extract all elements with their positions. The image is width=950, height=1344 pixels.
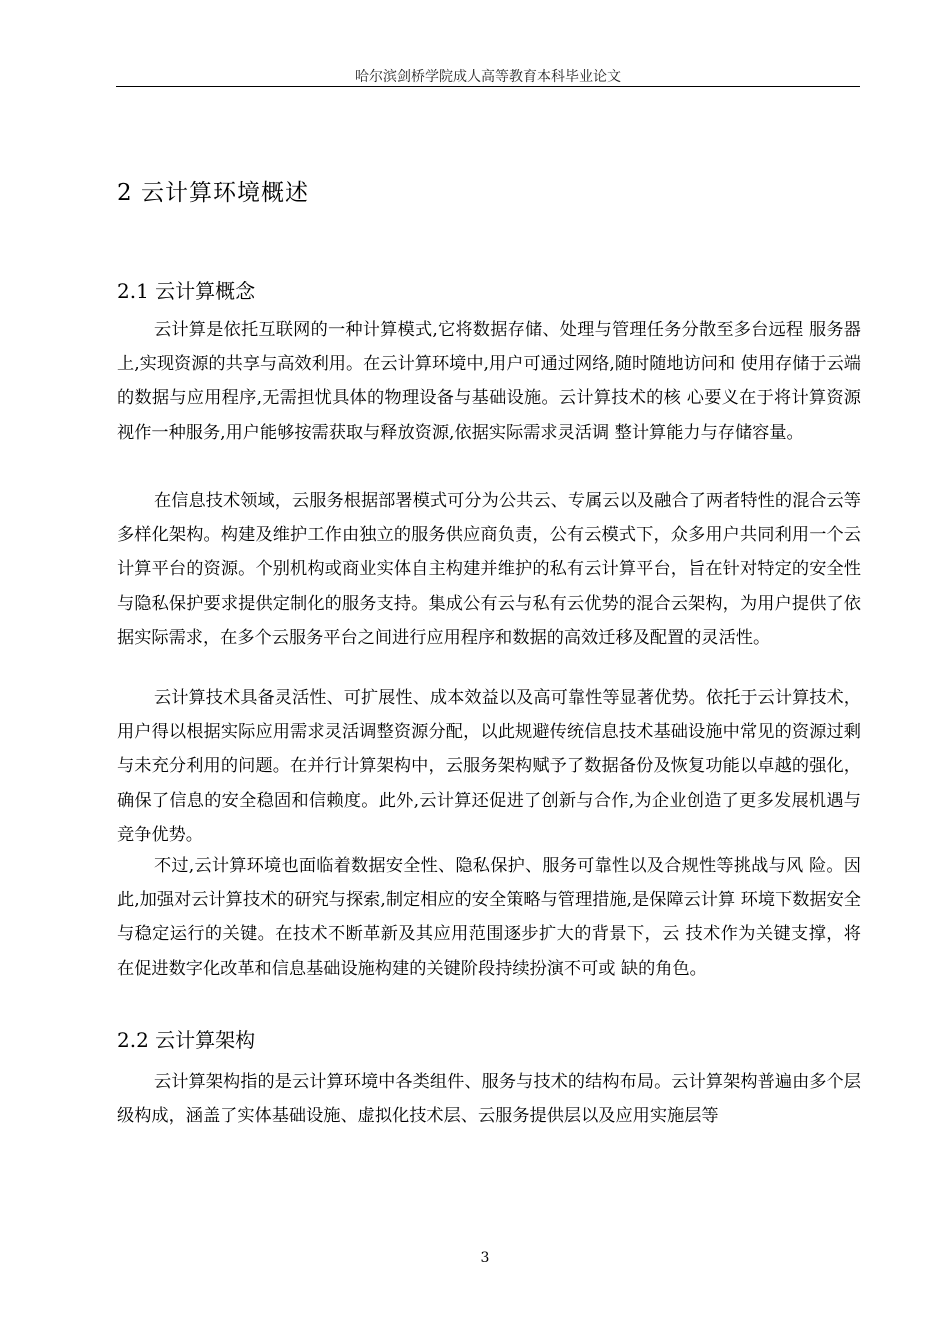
- paragraph: 云计算技术具备灵活性、可扩展性、成本效益以及高可靠性等显著优势。依托于云计算技术，用户得以根据实际应用需求灵活调整资源分配，以此规避传统信息技术基础设施中常见的资源过剩与未充分利用的问题。在并行计算架构中，云服务架构赋予了数据备份及恢复功能以卓越的强化，确保了信息的安全稳固和信赖度。此外,云计算还促进了创新与合作,为企业创造了更多发展机遇与竞争优势。: [117, 688, 861, 845]
- header-divider: [116, 86, 860, 87]
- paragraph: 不过,云计算环境也面临着数据安全性、隐私保护、服务可靠性以及合规性等挑战与风 险。因此,加强对云计算技术的研究与探索,制定相应的安全策略与管理措施,是保障云计算 环境下数据安全与稳定运行的关键。在技术不断革新及其应用范围逐步扩大的背景下，云 技术作为关键支撑，将在促进数字化改革和信息基础设施构建的关键阶段持续扮演不可或 缺的角色。: [117, 856, 861, 979]
- section-title-2-1: 2.1 云计算概念: [117, 279, 256, 303]
- paragraph: 云计算是依托互联网的一种计算模式,它将数据存储、处理与管理任务分散至多台远程 服务器上,实现资源的共享与高效利用。在云计算环境中,用户可通过网络,随时随地访问和 使用存储于云端的数据与应用程序,无需担忧具体的物理设备与基础设施。云计算技术的核 心要义在于将计算资源视作一种服务,用户能够按需获取与释放资源,依据实际需求灵活调 整计算能力与存储容量。: [117, 320, 861, 443]
- paragraph: 云计算架构指的是云计算环境中各类组件、服务与技术的结构布局。云计算架构普遍由多个层级构成，涵盖了实体基础设施、虚拟化技术层、云服务提供层以及应用实施层等: [117, 1072, 861, 1127]
- running-header: 哈尔滨剑桥学院成人高等教育本科毕业论文: [355, 69, 621, 85]
- paragraph: 在信息技术领域，云服务根据部署模式可分为公共云、专属云以及融合了两者特性的混合云等多样化架构。构建及维护工作由独立的服务供应商负责，公有云模式下，众多用户共同利用一个云计算平台的资源。个别机构或商业实体自主构建并维护的私有云计算平台，旨在针对特定的安全性与隐私保护要求提供定制化的服务支持。集成公有云与私有云优势的混合云架构，为用户提供了依据实际需求，在多个云服务平台之间进行应用程序和数据的高效迁移及配置的灵活性。: [117, 491, 861, 648]
- chapter-title: 2 云计算环境概述: [117, 180, 309, 206]
- page-number: 3: [480, 1250, 490, 1266]
- section-title-2-2: 2.2 云计算架构: [117, 1028, 256, 1052]
